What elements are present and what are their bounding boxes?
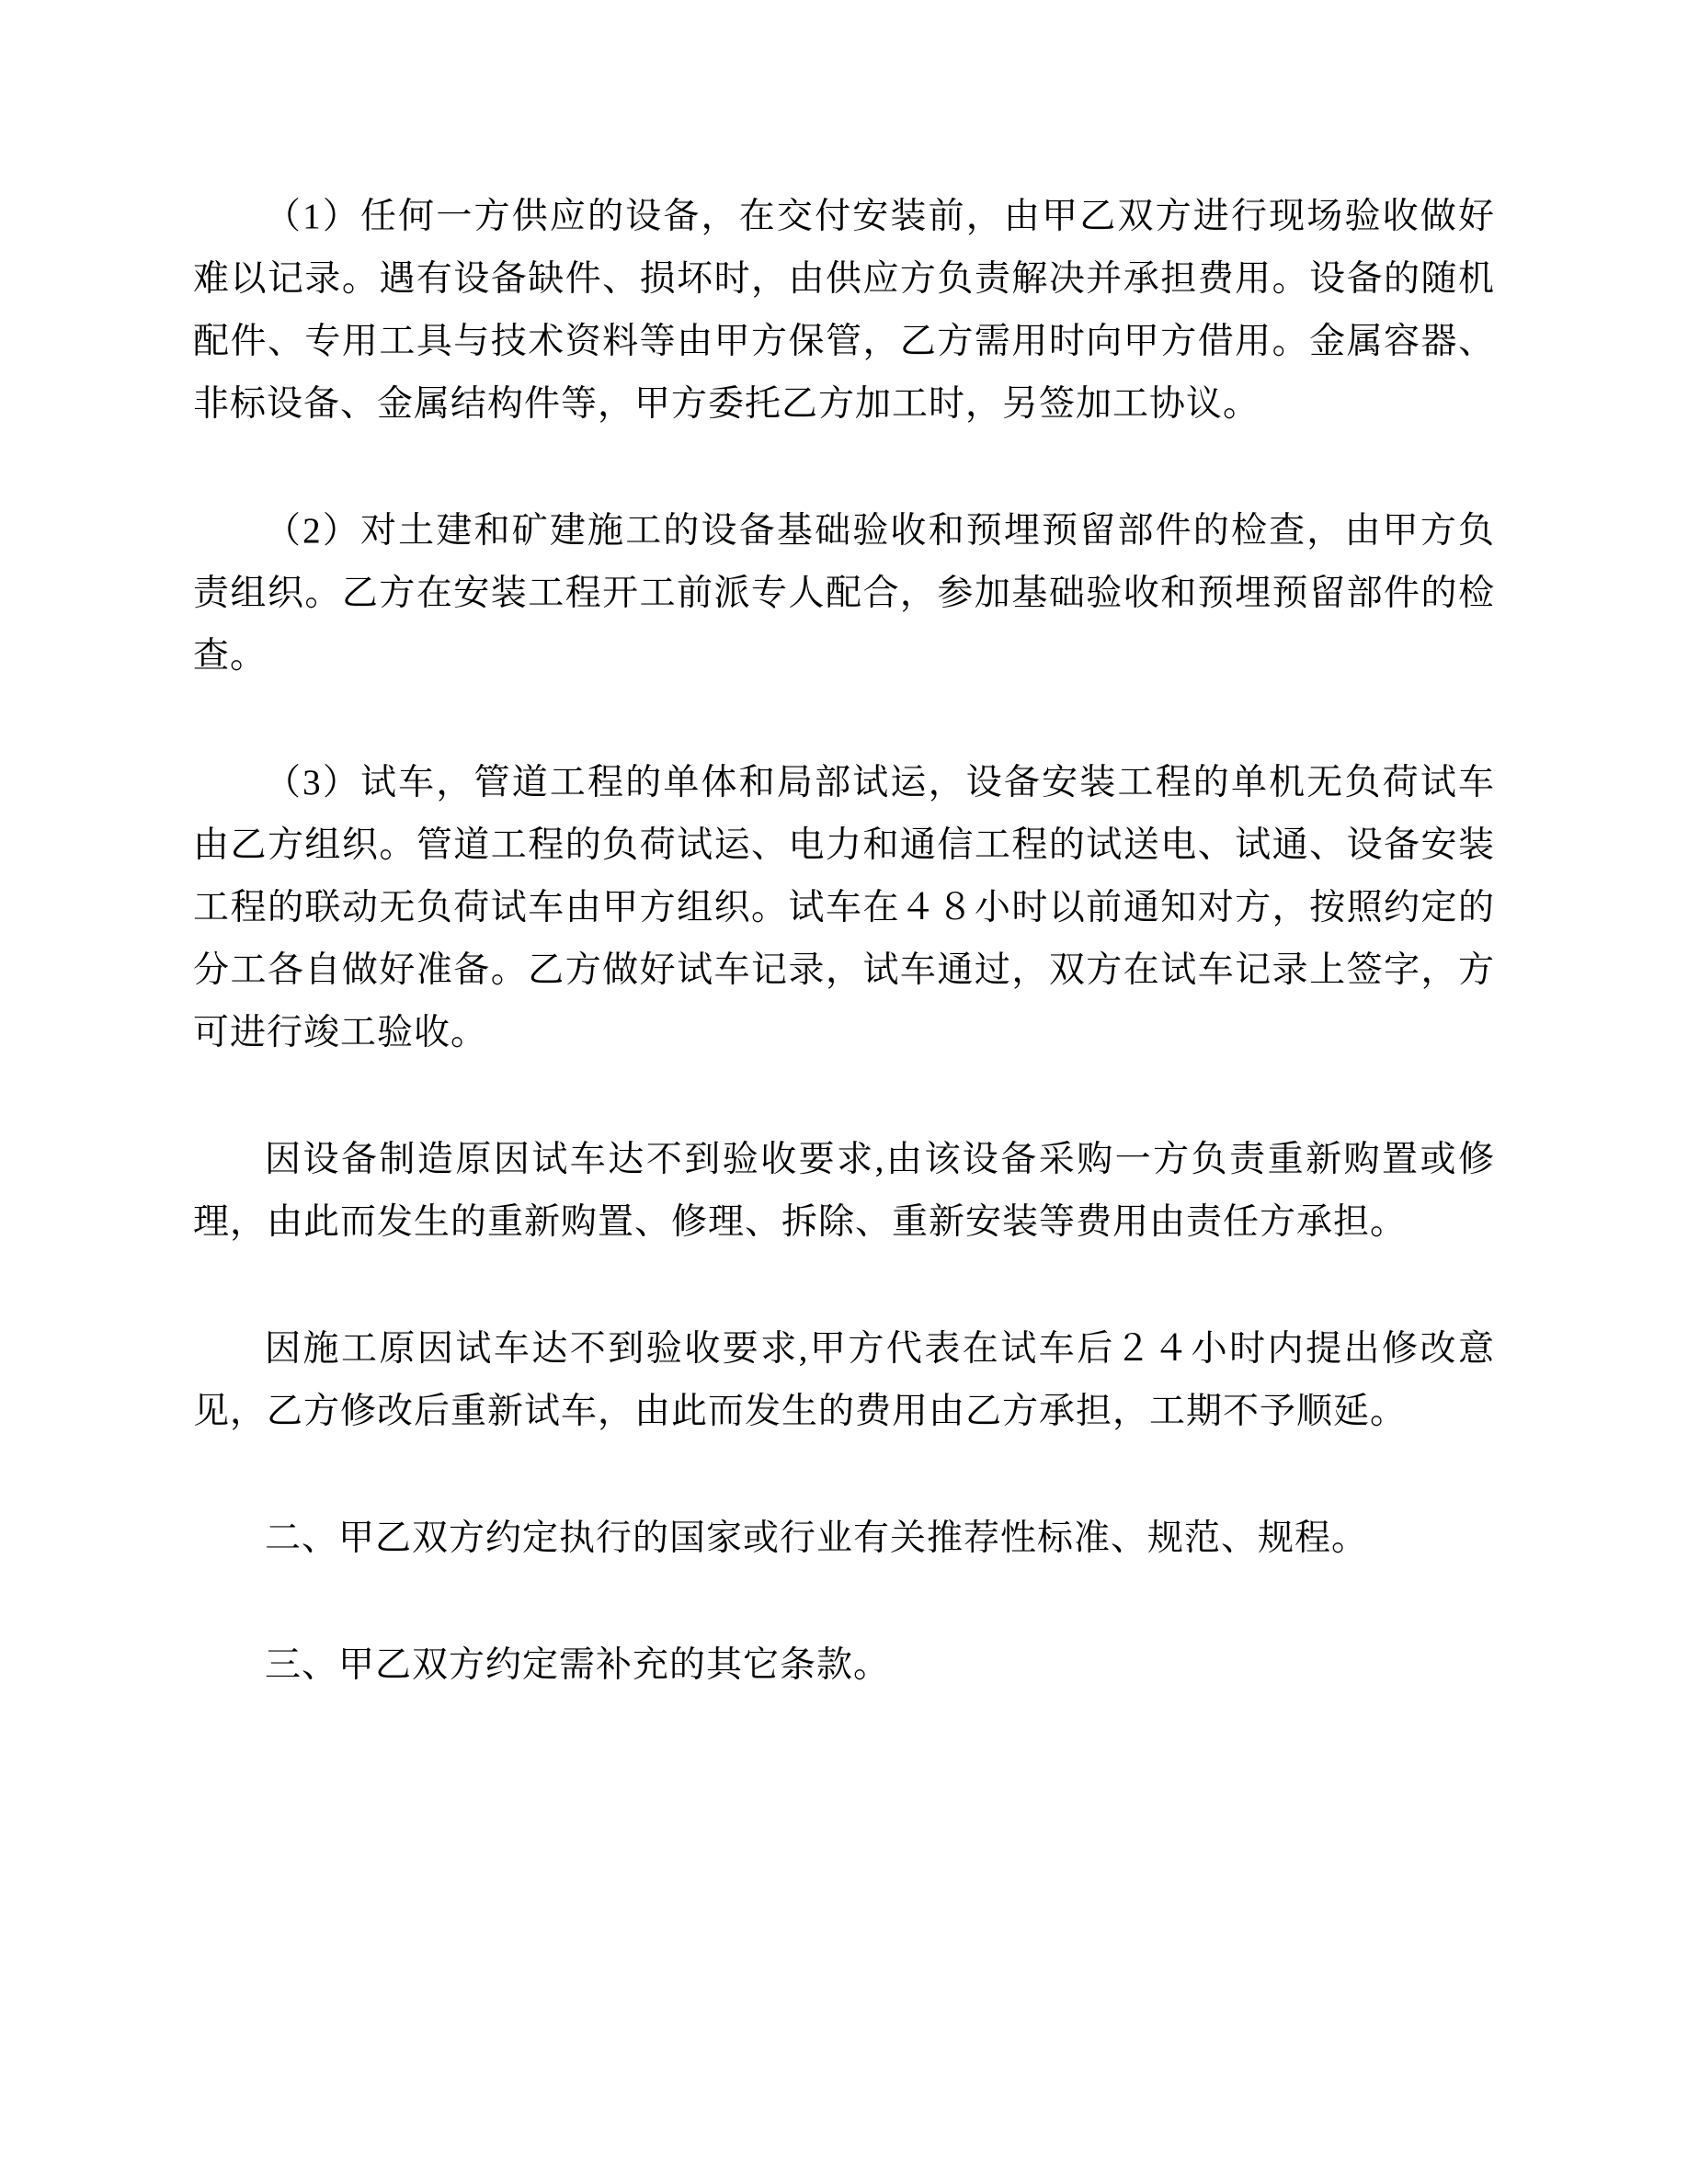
- paragraph-article-2: 二、甲乙双方约定执行的国家或行业有关推荐性标准、规范、规程。: [265, 1519, 1369, 1558]
- paragraph-clause-2: （2）对土建和矿建施工的设备基础验收和预埋预留部件的检查，由甲方负责组织。乙方在安装工程开工前派专人配合，参加基础验收和预埋预留部件的检查。: [193, 511, 1495, 676]
- paragraph-article-3: 三、甲乙双方约定需补充的其它条款。: [265, 1645, 891, 1685]
- paragraph-equipment-cause: 因设备制造原因试车达不到验收要求,由该设备采购一方负责重新购置或修理，由此而发生的重新购置、修理、拆除、重新安装等费用由责任方承担。: [193, 1140, 1495, 1242]
- paragraph-clause-3: （3）试车，管道工程的单体和局部试运，设备安装工程的单机无负荷试车由乙方组织。管道工程的负荷试运、电力和通信工程的试送电、试通、设备安装工程的联动无负荷试车由甲方组织。试车在４８小时以前通知对方，按照约定的分工各自做好准备。乙方做好试车记录，试车通过，双方在试车记录上签字，方可进行竣工验收。: [193, 763, 1495, 1052]
- paragraph-construction-cause: 因施工原因试车达不到验收要求,甲方代表在试车后２４小时内提出修改意见，乙方修改后重新试车，由此而发生的费用由乙方承担，工期不予顺延。: [193, 1329, 1495, 1431]
- paragraph-clause-1: （1）任何一方供应的设备，在交付安装前，由甲乙双方进行现场验收做好难以记录。遇有设备缺件、损坏时，由供应方负责解决并承担费用。设备的随机配件、专用工具与技术资料等由甲方保管，乙方需用时向甲方借用。金属容器、非标设备、金属结构件等，甲方委托乙方加工时，另签加工协议。: [193, 197, 1495, 424]
